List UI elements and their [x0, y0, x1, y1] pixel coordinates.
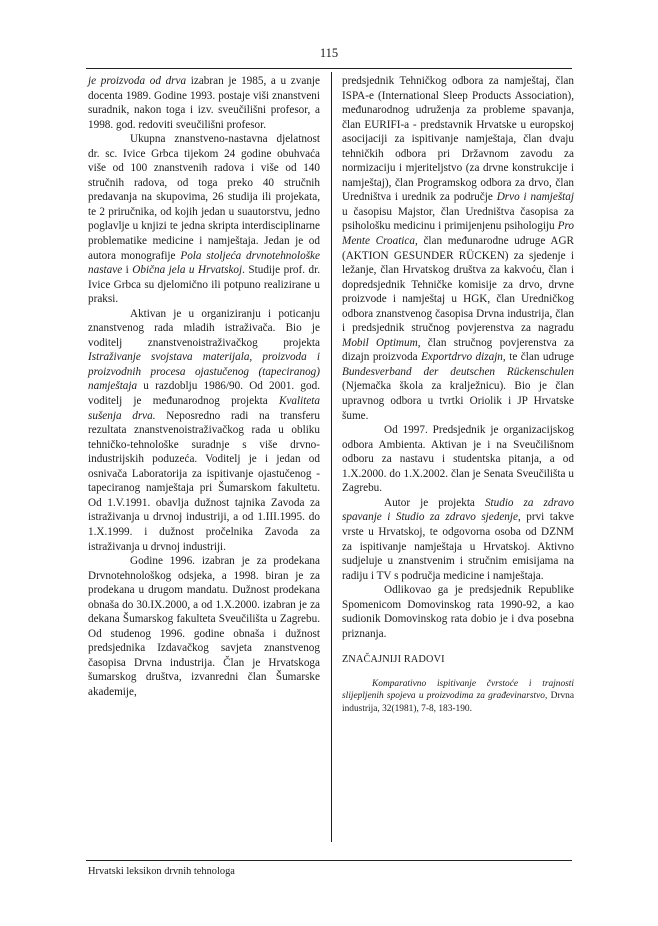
reference-item: [342, 678, 574, 715]
italic-text: Obična jela u Hrvatskoj: [132, 264, 243, 277]
text-run: (Njemačka škola za kralježnicu). Bio je član upravnog odbora u tvrtki Oriolik i JP Hrvatske šume.: [342, 380, 574, 422]
text-run: Autor je projekta: [384, 496, 485, 509]
reference-list: [342, 678, 574, 715]
header-rule: [86, 68, 572, 69]
paragraph: [342, 423, 574, 496]
italic-text: Istraživanje svojstava materijala, proizvoda i proizvodnih procesa ojastučenog (tapeciranog) namještaja: [88, 351, 320, 393]
paragraph: [88, 132, 320, 307]
italic-text: Exportdrvo dizajn: [421, 351, 503, 364]
italic-text: Mobil Optimum: [342, 336, 418, 349]
section-heading: ZNAČAJNIJI RADOVI: [342, 654, 445, 666]
column-divider: [331, 72, 332, 842]
text-run: , te član udruge: [502, 351, 574, 364]
italic-text: Komparativno ispitivanje čvrstoće i trajnosti slijepljenih spojeva u proizvodima za građevinarstvo: [342, 678, 574, 702]
paragraph: [342, 583, 574, 641]
text-run: Odlikovao ga je predsjednik Republike Spomenicom Domovinskog rata 1990-92, a kao sudionik Domovinskog rata dobio je i dva posebna priznanja.: [342, 584, 574, 640]
text-run: . Studije prof. dr. Ivice Grbca su djelomično ili potpuno realizirane u praksi.: [88, 264, 321, 306]
footer-rule: [86, 860, 572, 861]
paragraph: [88, 554, 320, 699]
italic-text: Studio za zdravo spavanje i Studio za zdravo sjedenje: [342, 496, 574, 524]
text-run: , član međunarodne udruge AGR (AKTION GESUNDER RÜCKEN) za sjedenje i ležanje, član Hrvatskog društva za kakvoću, član i dopredsjednik Tehničke komisije za drvo, drvne proizvode i namještaj u HGK, član Uredničkog odbora znanstvenog časopisa Drvna industrija, član i predsjednik stručnog povjerenstva za nagradu: [342, 235, 574, 335]
text-run: predsjednik Tehničkog odbora za namještaj, član ISPA-e (International Sleep Products Association), međunarodnog udruženja za probleme spavanja, član EURIFI-a - predstavnik Hrvatske u europskoj asocijaciji za ispitivanje namještaja, član dvaju tehničkih odbora pri Državnom zavodu za normizaciju i mjeriteljstvo (za drvne konstrukcije i namještaj), član Programskog odbora za drvo, član Uredništva i urednik za područje: [342, 75, 574, 204]
text-run: izabran je 1985, a u zvanje docenta 1989. Godine 1993. postaje viši znanstveni suradnik, nakon toga i izv. sveučilišni profesor, a 1998. god. redoviti sveučilišni profesor.: [88, 75, 320, 131]
right-column-body: [342, 74, 574, 641]
italic-text: je proizvoda od drva: [88, 75, 187, 87]
paragraph: [342, 74, 574, 423]
left-column: [88, 74, 320, 700]
paragraph: [88, 307, 320, 554]
italic-text: Pro Mente Croatica: [342, 220, 574, 248]
paragraph: [342, 496, 574, 583]
page-number: 115: [319, 46, 339, 60]
paragraph: [88, 74, 320, 132]
text-run: Neposredno radi na transferu rezultata znanstvenoistraživačkog rada u obliku tehničko-tehnološke suradnje s više drvno-industrijskih poduzeća. Voditelj je i jedan od osnivača Laboratorija za ispitivanje ojastučenog - tapeciranog namještaja pri Šumarskom fakultetu. Od 1.V.1991. obavlja dužnost tajnika Zavoda za istraživanja u drvnoj industriji, a od 1.III.1995. do 1.X.1999. i dužnost pročelnika Zavoda za istraživanja u drvnoj industriji.: [88, 409, 320, 553]
italic-text: Kvaliteta sušenja drva.: [88, 395, 320, 422]
text-run: u razdoblju 1986/90. Od 2001. god. voditelj je međunarodnog projekta: [88, 380, 320, 408]
text-run: Od 1997. Predsjednik je organizacijskog odbora Ambienta. Aktivan je i na Sveučilišnom odboru za nastavu i studentska pitanja, a od 1.X.2000. do 1.X.2002. član je Senata Sveučilišta u Zagrebu.: [342, 424, 574, 495]
text-run: Ukupna znanstveno-nastavna djelatnost dr. sc. Ivice Grbca tijekom 24 godine obuhvaća više od 100 znanstvenih radova i više od 140 stručnih radova, od toga preko 40 stručnih predavanja na skupovima, 26 studija ili projekata, te 2 priručnika, od kojih jedan u suautorstvu, jedno poglavlje u knjizi te jedna skripta interdisciplinarne problematike medicine i namještaja. Jedan je od autora monografije: [88, 133, 320, 262]
text-run: Aktivan je u organiziranju i poticanju znanstvenog rada mladih istraživača. Bio je voditelj znanstvenoistraživačkog projekta: [88, 307, 320, 349]
italic-text: Drvo i namještaj: [496, 191, 574, 204]
text-run: u časopisu Majstor, član Uredništva časopisa za psihološku medicinu i primijenjenu psihologiju: [342, 205, 574, 233]
text-run: , prvi takve vrste u Hrvatskoj, te odgovorna osoba od DZNM za ispitivanje namještaja u Hrvatskoj. Aktivno sudjeluje u znanstvenim i stručnim emisijama na radiju i TV s područja medicine i namještaja.: [342, 511, 574, 582]
right-column: [342, 74, 574, 715]
footer-title: Hrvatski leksikon drvnih tehnologa: [88, 866, 235, 877]
italic-text: Bundesverband der deutschen Rückenschulen: [342, 365, 574, 378]
italic-text: Pola stoljeća drvnotehnološke nastave: [88, 249, 320, 277]
text-run: , član stručnog povjerenstva za dizajn proizvoda: [342, 336, 574, 364]
text-run: , Drvna industrija, 32(1981), 7-8, 183-190.: [342, 691, 574, 714]
text-run: i: [122, 264, 133, 277]
text-run: Godine 1996. izabran je za prodekana Drvnotehnološkog odsjeka, a 1998. biran je za prodekana u drugom mandatu. Dužnost prodekana obnaša do 30.IX.2000, a od 1.X.2000. izabran je za dekana Šumarskog fakulteta Sveučilišta u Zagrebu. Od studenog 1996. godine obnaša i dužnost predsjednika Izdavačkog savjeta znanstvenog časopisa Drvna industrija. Član je Hrvatskoga šumarskog društva, izvanredni član Šumarske akademije,: [88, 555, 320, 698]
